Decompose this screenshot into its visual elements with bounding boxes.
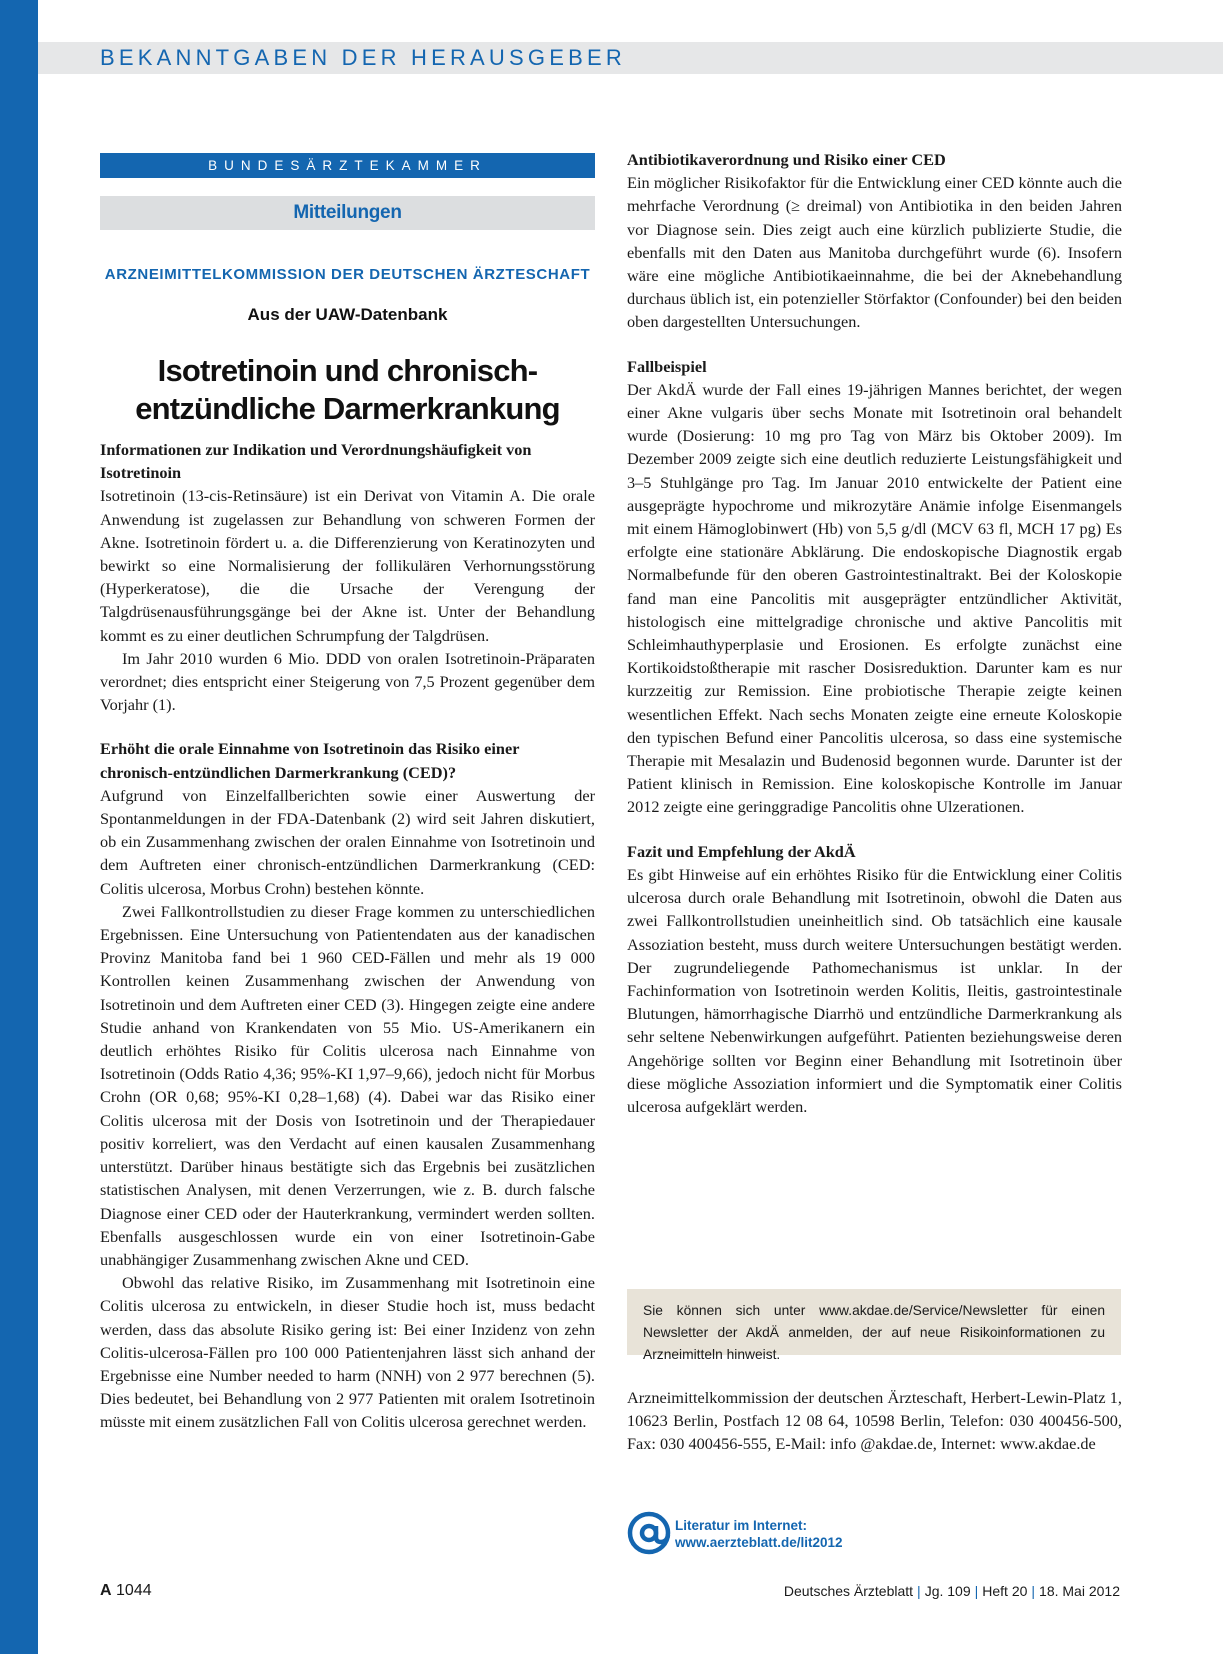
kicker: Aus der UAW-Datenbank — [247, 305, 448, 324]
journal-info: Deutsches Ärzteblatt | Jg. 109 | Heft 20 | 18. Mai 2012 — [783, 1583, 1120, 1599]
page-prefix: A — [100, 1582, 112, 1599]
paragraph: Der AkdÄ wurde der Fall eines 19-jährigen Mannes berichtet, der wegen einer Akne vulgaris über sechs Monate mit Isotretinoin oral behandelt wurde (Dosierung: 10 mg pro Tag von März bis Oktober 2009). Im Dezember 2009 zeigte sich eine deutlich reduzierte Leistungsfähigkeit und 3–5 Stuhlgänge pro Tag. Im Januar 2010 entwickelte der Patient eine ausgeprägte hypochrome und mikrozytäre Anämie infolge Eisenmangels mit einem Hämoglobinwert (Hb) von 5,5 g/dl (MCV 63 fl, MCH 17 pg) Es erfolgte eine stationäre Abklärung. Die endoskopische Diagnostik ergab Normalbefunde für den oberen Gastrointestinaltrakt. Bei der Koloskopie fand man eine Pancolitis mit ausgeprägter entzündlicher Aktivität, histologisch eine mittelgradige chronische und aktive Pancolitis mit Schleimhauthyperplasie und Erosionen. Es erfolgte zunächst eine Kortikoidstoßtherapie mit rascher Dosisreduktion. Darunter kam es nur kurzzeitig zur Remission. Eine probiotische Therapie zeigte keinen wesentlichen Effekt. Nach sechs Monaten zeigte eine erneute Koloskopie den typischen Befund einer Pancolitis ulcerosa, so dass eine systemische Therapie mit Mesalazin und Budenosid begonnen wurde. Darunter ist der Patient klinisch in Remission. Eine koloskopische Kontrolle im Januar 2012 zeigte eine geringgradige Pancolitis ohne Ulzerationen. — [627, 379, 1122, 817]
title-line-1: Isotretinoin und chronisch- — [157, 353, 538, 388]
category-banner: Mitteilungen — [100, 196, 595, 230]
literature-text — [675, 1517, 843, 1551]
page-number-value: 1044 — [116, 1582, 152, 1599]
paragraph: Isotretinoin (13-cis-Retinsäure) ist ein Derivat von Vitamin A. Die orale Anwendung ist zugelassen zur Behandlung von schweren Formen der Akne. Isotretinoin fördert u. a. die Differenzierung von Keratinozyten und bewirkt so eine Normalisierung der follikulären Verhornungsstörung (Hyperkeratose), die die Ursache der Verengung der Talgdrüsenausführungsgänge bei der Akne ist. Unter der Behandlung kommt es zu einer deutlichen Schrumpfung der Talgdrüsen. — [100, 486, 595, 645]
heading-risk-question: Erhöht die orale Einnahme von Isotretinoin das Risiko einer chronisch-entzündlichen Darmerkrankung (CED)? — [100, 739, 520, 782]
literature-label: Literatur im Internet: — [675, 1518, 808, 1533]
section-header — [38, 42, 1223, 74]
left-color-bar — [0, 0, 38, 1654]
journal-name: Deutsches Ärzteblatt — [783, 1583, 914, 1599]
paragraph: Ein möglicher Risikofaktor für die Entwicklung einer CED könnte auch die mehrfache Verordnung (≥ dreimal) von Antibiotika in den beiden Jahren vor Diagnose sein. Dies zeigt auch eine kürzlich publizierte Studie, die ebenfalls mit den Daten aus Manitoba durchgeführt wurde (6). Insofern wäre eine mögliche Antibiotikaeinnahme, die bei der Aknebehandlung durchaus üblich ist, ein potenzieller Störfaktor (Confounder) bei den beiden oben dargestellten Untersuchungen. — [627, 173, 1122, 332]
commission-heading: ARZNEIMITTELKOMMISSION DER DEUTSCHEN ÄRZTESCHAFT — [104, 266, 591, 283]
paragraph: Es gibt Hinweise auf ein erhöhtes Risiko für die Entwicklung einer Colitis ulcerosa durch orale Behandlung mit Isotretinoin, obwohl die Daten aus zwei Fallkontrollstudien uneinheitlich sind. Ob tatsächlich eine kausale Assoziation besteht, muss durch weitere Untersuchungen bestätigt werden. Der zugrundeliegende Pathomechanismus ist unklar. In der Fachinformation von Isotretinoin werden Kolitis, Ileitis, gastrointestinale Blutungen, hämorrhagische Diarrhö und entzündliche Darmerkrankung als sehr seltene Nebenwirkungen aufgeführt. Patienten beziehungsweise deren Angehörige sollten vor Beginn einer Behandlung mit Isotretinoin über diese mögliche Assoziation informiert und die Symptomatik einer Colitis ulcerosa aufgeklärt werden. — [627, 864, 1122, 1116]
title-line-2: entzündliche Darmerkrankung — [135, 391, 560, 426]
heading-case-example: Fallbeispiel — [627, 356, 707, 376]
article-title — [100, 352, 595, 428]
page-number — [100, 1582, 152, 1600]
paragraph: Zwei Fallkontrollstudien zu dieser Frage kommen zu unterschiedlichen Ergebnissen. Eine Untersuchung von Patientendaten aus der kanadischen Provinz Manitoba fand bei 1 960 CED-Fällen und mehr als 19 000 Kontrollen keinen Zusammenhang zwischen der Anwendung von Isotretinoin und dem Auftreten einer CED (3). Hingegen zeigte eine andere Studie anhand von Krankendaten von 55 Mio. US-Amerikanern ein deutlich erhöhtes Risiko für Colitis ulcerosa nach Einnahme von Isotretinoin (Odds Ratio 4,36; 95%-KI 1,97–9,66), jedoch nicht für Morbus Crohn (OR 0,68; 95%-KI 0,28–1,68) (4). Dabei war das Risiko einer Colitis ulcerosa mit der Dosis von Isotretinoin und der Therapiedauer positiv korreliert, was den Verdacht auf einen kausalen Zusammenhang unterstützt. Darüber hinaus bestätigte sich das Ergebnis bei zusätzlichen statistischen Analysen, mit denen Verzerrungen, wie z. B. durch falsche Diagnose einer CED oder der Hauterkrankung, vermindert werden sollten. Ebenfalls ausgeschlossen wurde ein von einer Isotretinoin-Gabe unabhängiger Zusammenhang zwischen Akne und CED. — [100, 901, 595, 1269]
paragraph: Aufgrund von Einzelfallberichten sowie einer Auswertung der Spontanmeldungen in der FDA-Datenbank (2) wird seit Jahren diskutiert, ob ein Zusammenhang zwischen der oralen Einnahme von Isotretinoin und dem Auftreten einer chronisch-entzündlichen Darmerkrankung (CED: Colitis ulcerosa, Morbus Crohn) bestehen könnte. — [100, 785, 595, 898]
paragraph: Obwohl das relative Risiko, im Zusammenhang mit Isotretinoin eine Colitis ulcerosa zu entwickeln, in dieser Studie hoch ist, muss bedacht werden, dass das absolute Risiko gering ist: Bei einer Inzidenz von zehn Colitis-ulcerosa-Fällen pro 100 000 Patientenjahren lässt sich anhand der Ergebnisse eine Number needed to harm (NNH) von 2 977 berechnen (5). Dies bedeutet, bei Behandlung von 2 977 Patienten mit oralem Isotretinoin müsste mit einem zusätzlichen Fall von Colitis ulcerosa gerechnet werden. — [100, 1273, 595, 1432]
left-column — [100, 438, 595, 1434]
section-header-label: BEKANNTGABEN DER HERAUSGEBER — [100, 45, 626, 70]
at-sign-icon — [627, 1511, 671, 1555]
paragraph: Im Jahr 2010 wurden 6 Mio. DDD von oralen Isotretinoin-Präparaten verordnet; dies entspricht einer Steigerung von 7,5 Prozent gegenüber dem Vorjahr (1). — [100, 648, 595, 715]
literature-box — [627, 1513, 1027, 1557]
contact-address: Arzneimittelkommission der deutschen Ärzteschaft, Herbert-Lewin-Platz 1, 10623 Berlin, Postfach 12 08 64, 10598 Berlin, Telefon: 030 400456-500, Fax: 030 400456-555, E-Mail: info @akdae.de, Internet: www.akdae.de — [627, 1388, 1122, 1454]
newsletter-notice — [627, 1289, 1121, 1362]
journal-volume: Jg. 109 — [924, 1583, 971, 1599]
heading-indication: Informationen zur Indikation und Verordnungshäufigkeit von Isotretinoin — [100, 440, 532, 483]
right-column — [627, 148, 1122, 1118]
newsletter-notice-text: Sie können sich unter www.akdae.de/Service/Newsletter für einen Newsletter der AkdÄ anmelden, der auf neue Risikoinformationen zu Arzneimitteln hinweist. — [643, 1303, 1105, 1362]
journal-issue: Heft 20 — [982, 1583, 1028, 1599]
literature-link[interactable]: www.aerzteblatt.de/lit2012 — [675, 1535, 843, 1550]
heading-antibiotics: Antibiotikaverordnung und Risiko einer CED — [627, 150, 946, 169]
journal-date: 18. Mai 2012 — [1039, 1583, 1120, 1599]
organisation-banner: BUNDESÄRZTEKAMMER — [100, 153, 595, 178]
heading-conclusion: Fazit und Empfehlung der AkdÄ — [627, 841, 856, 861]
